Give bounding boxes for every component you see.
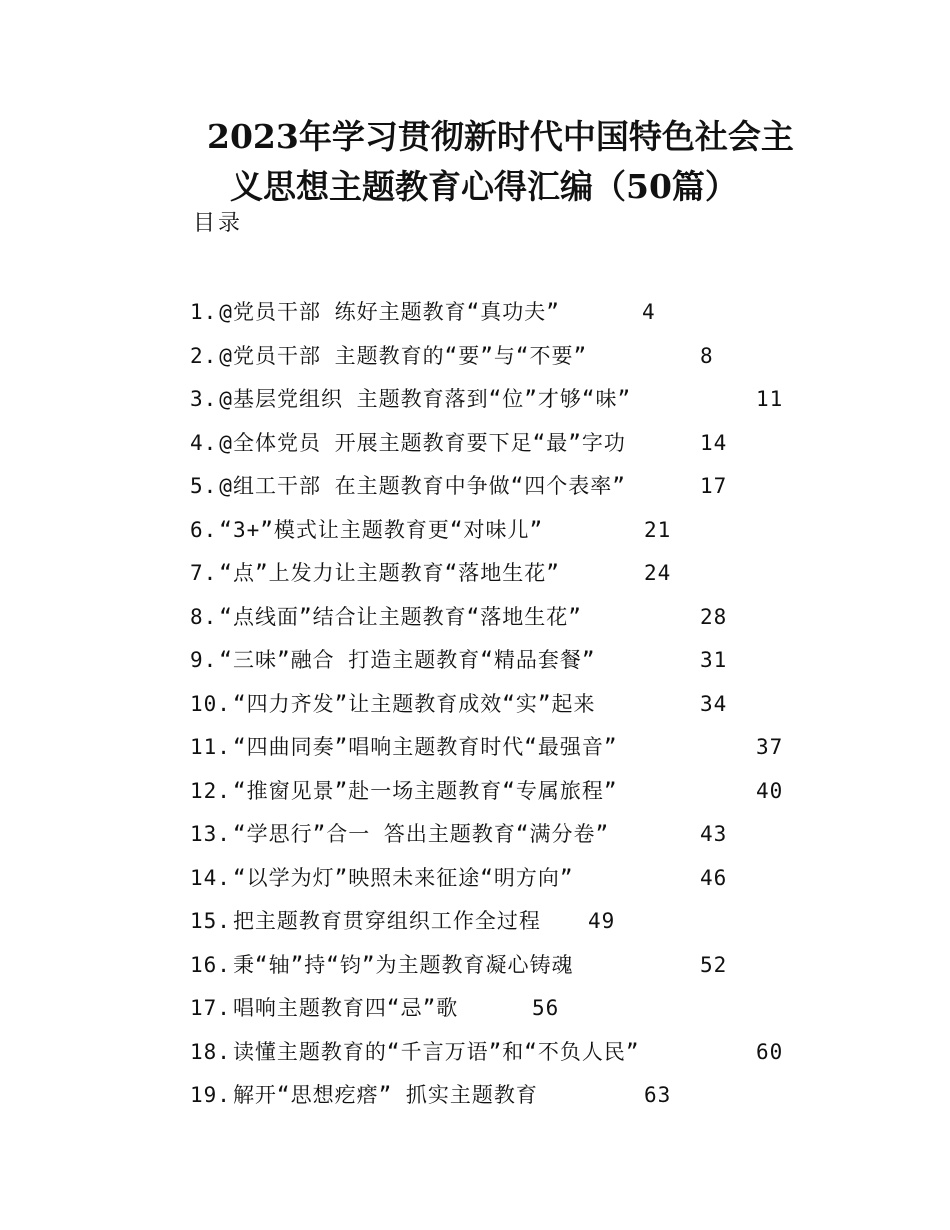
toc-item-number: 1. — [190, 300, 218, 324]
toc-item-page: 56 — [532, 996, 560, 1020]
toc-item — [190, 775, 784, 819]
toc-item-title: “四力齐发”让主题教育成效“实”起来 — [232, 691, 596, 716]
toc-item — [190, 470, 728, 514]
toc-item-number: 3. — [190, 387, 218, 411]
toc-item-title: “四曲同奏”唱响主题教育时代“最强音” — [232, 735, 618, 759]
toc-item-title: 秉“轴”持“钧”为主题教育凝心铸魂 — [232, 952, 574, 977]
toc-item-number: 16. — [190, 952, 231, 977]
toc-item-page: 31 — [700, 648, 728, 672]
table-of-contents — [190, 296, 784, 1123]
toc-item-page: 60 — [756, 1039, 784, 1064]
toc-item-page: 52 — [700, 952, 728, 977]
toc-item-title: 读懂主题教育的“千言万语”和“不负人民” — [232, 1039, 640, 1064]
toc-item-title: “点”上发力让主题教育“落地生花” — [219, 561, 560, 585]
toc-item — [190, 862, 728, 906]
toc-item-page: 24 — [644, 561, 672, 585]
toc-item-title: “点线面”结合让主题教育“落地生花” — [219, 604, 582, 629]
toc-item-page: 17 — [700, 474, 728, 498]
toc-item-title: “以学为灯”映照未来征途“明方向” — [232, 865, 574, 890]
toc-item-title: 解开“思想疙瘩” 抓实主题教育 — [232, 1083, 538, 1107]
title-line-1: 2023年学习贯彻新时代中国特色社会主 — [207, 117, 794, 156]
toc-item-title: @党员干部 练好主题教育“真功夫” — [219, 300, 560, 324]
toc-item-title: @基层党组织 主题教育落到“位”才够“味” — [219, 387, 632, 411]
toc-item-title: @党员干部 主题教育的“要”与“不要” — [219, 343, 588, 368]
toc-item — [190, 514, 672, 558]
toc-item-number: 4. — [190, 430, 218, 455]
toc-item-page: 34 — [700, 691, 728, 716]
toc-item-title: “三味”融合 打造主题教育“精品套餐” — [219, 648, 596, 672]
toc-item-page: 63 — [644, 1083, 672, 1107]
toc-item — [190, 731, 784, 775]
toc-item-page: 4 — [642, 300, 656, 324]
toc-item-page: 40 — [756, 778, 784, 803]
toc-item-title: 把主题教育贯穿组织工作全过程 — [232, 909, 541, 933]
toc-item-number: 2. — [190, 343, 218, 368]
toc-item-number: 10. — [190, 691, 231, 716]
toc-item-number: 15. — [190, 909, 231, 933]
toc-item-page: 43 — [700, 822, 728, 846]
toc-item-number: 11. — [190, 735, 231, 759]
toc-item-title: “推窗见景”赴一场主题教育“专属旅程” — [232, 778, 618, 803]
toc-item-page: 49 — [588, 909, 616, 933]
toc-item-page: 11 — [756, 387, 784, 411]
toc-item-number: 6. — [190, 517, 218, 542]
toc-item — [190, 296, 656, 340]
toc-item-page: 21 — [644, 517, 672, 542]
toc-item-title: @全体党员 开展主题教育要下足“最”字功 — [219, 430, 626, 455]
toc-item — [190, 427, 728, 471]
toc-item-number: 5. — [190, 474, 218, 498]
toc-item-page: 8 — [700, 343, 714, 368]
toc-item-page: 28 — [700, 604, 728, 629]
toc-item — [190, 340, 714, 384]
toc-item-title: “学思行”合一 答出主题教育“满分卷” — [232, 822, 610, 846]
toc-item — [190, 949, 728, 993]
toc-item-page: 46 — [700, 865, 728, 890]
toc-item-page: 37 — [756, 735, 784, 759]
toc-item — [190, 992, 640, 1036]
toc-item — [190, 688, 728, 732]
toc-item — [190, 905, 640, 949]
toc-item — [190, 1036, 784, 1080]
toc-item — [190, 818, 728, 862]
toc-item-page: 14 — [700, 430, 728, 455]
toc-item — [190, 644, 728, 688]
toc-item — [190, 557, 672, 601]
toc-item-number: 9. — [190, 648, 218, 672]
toc-item-number: 7. — [190, 561, 218, 585]
toc-item-number: 17. — [190, 996, 231, 1020]
toc-item-number: 18. — [190, 1039, 231, 1064]
toc-item-number: 12. — [190, 778, 231, 803]
toc-item-number: 13. — [190, 822, 231, 846]
toc-item-title: “3+”模式让主题教育更“对味儿” — [219, 517, 544, 542]
toc-item — [190, 383, 784, 427]
toc-item-number: 8. — [190, 604, 218, 629]
toc-item-number: 14. — [190, 865, 231, 890]
title-line-2: 义思想主题教育心得汇编（50篇） — [230, 167, 738, 206]
toc-item-title: 唱响主题教育四“忌”歌 — [232, 996, 459, 1020]
toc-item — [190, 601, 728, 645]
toc-item — [190, 1079, 672, 1123]
toc-item-title: @组工干部 在主题教育中争做“四个表率” — [219, 474, 626, 498]
toc-item-number: 19. — [190, 1083, 231, 1107]
toc-heading: 目录 — [193, 211, 244, 236]
